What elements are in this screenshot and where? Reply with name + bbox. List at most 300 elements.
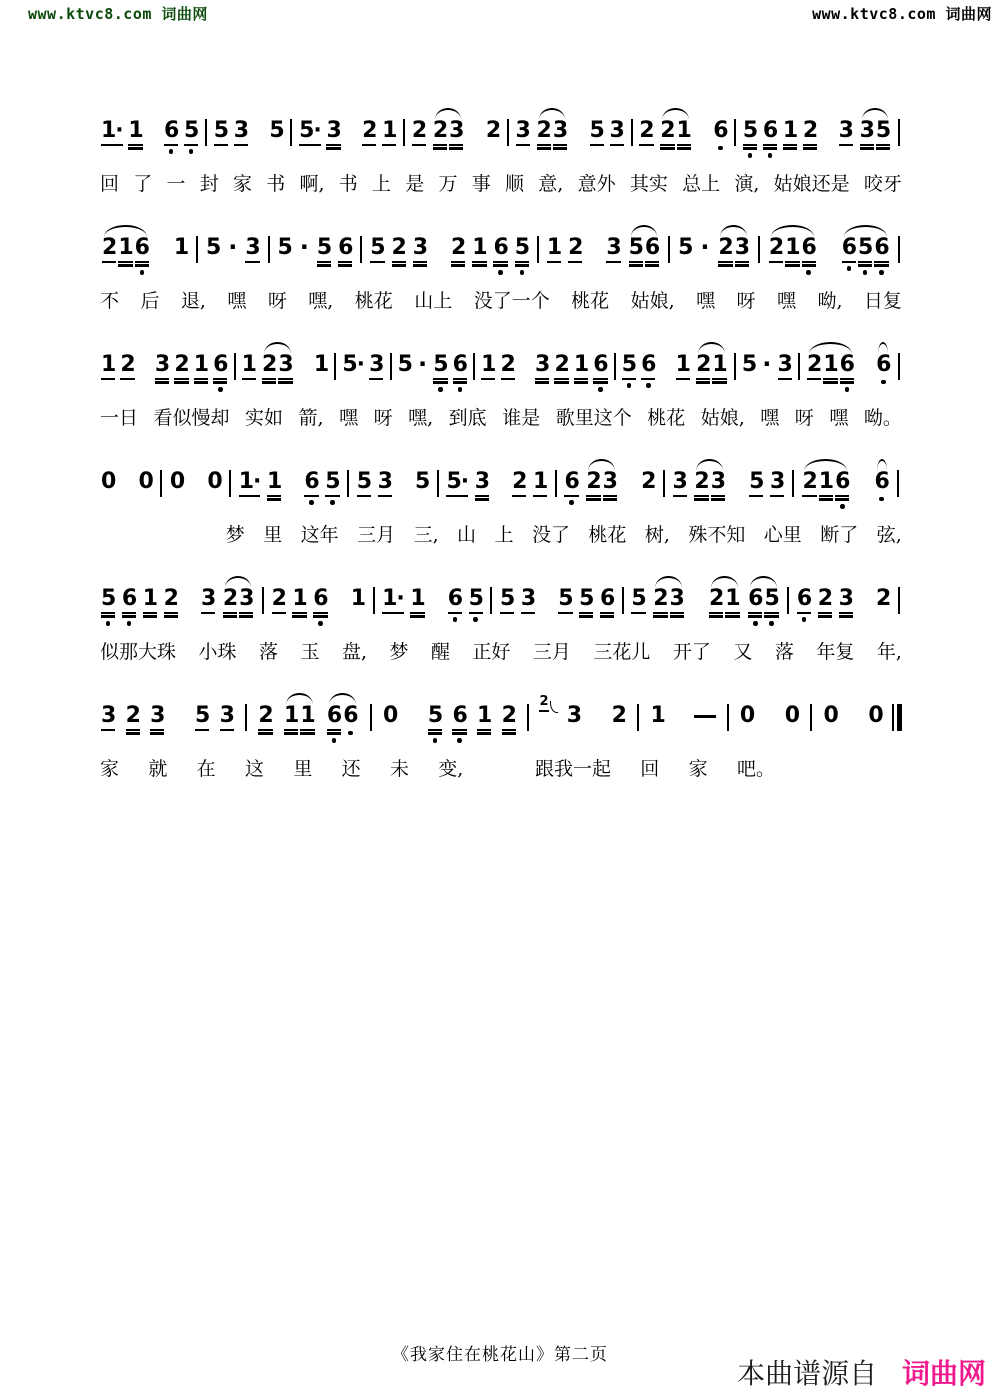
note — [807, 353, 821, 392]
beam-underline — [194, 378, 208, 380]
beam-underline — [267, 495, 281, 497]
score-line-2 — [100, 221, 902, 315]
beam-underline — [860, 147, 874, 149]
note — [128, 119, 142, 150]
note-number: 3 — [552, 118, 568, 143]
beam-underline — [711, 495, 725, 497]
rest-note — [868, 704, 882, 727]
note-number: 3 — [609, 118, 624, 143]
beam-underline — [606, 261, 620, 263]
note — [448, 587, 462, 622]
note-number: 6 — [452, 352, 467, 377]
lyric-syllable: 就 — [148, 758, 168, 780]
note — [876, 353, 890, 384]
note-number: 5· — [342, 352, 365, 377]
note — [574, 353, 588, 384]
note — [415, 470, 429, 493]
note — [500, 587, 514, 614]
low-octave-dot — [627, 383, 632, 388]
note — [641, 470, 655, 493]
note-number: 2 — [501, 703, 516, 728]
note-number: 5 — [370, 235, 385, 260]
note-number: 3 — [515, 118, 530, 143]
beam-underline — [118, 264, 132, 266]
beam-underline — [823, 378, 837, 380]
note — [327, 704, 341, 743]
note — [521, 587, 535, 614]
lyric-syllable: 嘿 — [760, 407, 780, 429]
note — [481, 353, 495, 380]
beam-underline — [553, 144, 567, 146]
note — [769, 236, 783, 275]
note — [155, 353, 169, 384]
beam-underline — [164, 612, 178, 614]
low-octave-dot — [438, 387, 443, 392]
beam-underline — [258, 732, 272, 734]
beam-underline — [839, 612, 853, 614]
beam-underline — [749, 495, 763, 497]
beam-underline — [118, 261, 132, 263]
barline — [370, 704, 372, 731]
lyric-syllable: 三, — [413, 524, 439, 546]
note-number: 5 — [858, 235, 873, 260]
beam-underline — [554, 378, 568, 380]
beam-underline — [502, 732, 516, 734]
note-number: 5 — [631, 586, 646, 611]
watermark-top-right[interactable]: www.ktvc8.com 词曲网 — [812, 5, 992, 23]
note-number: 6 — [326, 703, 342, 728]
note-number: 1 — [472, 235, 487, 260]
lyric-syllable: 落 — [774, 641, 794, 663]
note-number: 3 — [278, 352, 293, 377]
low-octave-dot — [520, 270, 525, 275]
note-number: 3 — [535, 352, 550, 377]
beam-underline — [631, 612, 645, 614]
note-number: 6 — [343, 703, 358, 728]
beam-underline — [313, 615, 327, 617]
note-number: 2 — [653, 586, 668, 611]
note — [676, 353, 690, 380]
beam-underline — [472, 264, 486, 266]
beam-underline — [493, 264, 507, 266]
beam-underline — [433, 378, 447, 380]
barline — [898, 119, 900, 146]
beam-underline — [645, 261, 659, 263]
note — [325, 470, 339, 505]
note-number: 3 — [710, 469, 726, 494]
beam-underline — [413, 264, 427, 266]
beam-underline — [313, 612, 327, 614]
beam-underline — [150, 729, 164, 731]
beam-underline — [338, 261, 352, 263]
beam-underline — [234, 144, 248, 146]
note-number: 1 — [142, 586, 158, 611]
beam-underline — [629, 261, 643, 263]
low-octave-dot — [169, 149, 174, 154]
low-octave-dot — [140, 270, 145, 275]
beam-underline — [712, 378, 726, 380]
beam-underline — [357, 495, 371, 497]
note — [778, 353, 792, 380]
beam-underline — [369, 378, 383, 380]
beam-underline — [593, 381, 607, 383]
note — [453, 353, 467, 392]
note-number: 1 — [313, 352, 329, 377]
rest-note — [383, 704, 397, 727]
note-number: 5 — [277, 235, 292, 260]
note-number: 3 — [219, 703, 234, 728]
note-number: 2 — [660, 118, 675, 143]
lyric-syllable: 弦, — [876, 524, 902, 546]
beam-underline — [475, 495, 489, 497]
beam-underline — [818, 615, 832, 617]
note — [135, 236, 149, 275]
lyric-syllable: 封 — [199, 173, 219, 195]
note — [677, 119, 691, 150]
lyric-syllable: 一日 — [100, 407, 139, 429]
low-octave-dot — [879, 497, 884, 502]
low-octave-dot — [598, 387, 603, 392]
lyric-syllable: 咬牙 — [863, 173, 902, 195]
grace-note-number: 2 — [539, 695, 548, 712]
low-octave-dot — [845, 387, 850, 392]
note-number: 3 — [449, 118, 464, 143]
beam-underline — [660, 147, 674, 149]
lyric-syllable: 嘿 — [339, 407, 359, 429]
lyric-syllable: 总上 — [682, 173, 721, 195]
note — [748, 587, 762, 626]
note-number: 2 — [641, 469, 656, 494]
beam-underline — [537, 144, 551, 146]
score-line-5 — [100, 572, 902, 666]
beam-underline — [428, 732, 442, 734]
note-number: 2 — [174, 352, 189, 377]
note — [694, 470, 708, 501]
note-number: 5 — [184, 118, 199, 143]
notes-row — [100, 338, 902, 403]
low-octave-dot — [768, 153, 773, 158]
beam-underline — [610, 144, 624, 146]
note — [558, 587, 572, 614]
half-note-dash — [694, 715, 716, 718]
beam-underline — [803, 147, 817, 149]
beam-underline — [477, 732, 491, 734]
low-octave-dot — [457, 738, 462, 743]
beam-underline — [452, 732, 466, 734]
beam-underline — [135, 264, 149, 266]
beam-underline — [535, 378, 549, 380]
beam-underline — [194, 381, 208, 383]
lyric-syllable: 谁是 — [502, 407, 541, 429]
tie-slur-group — [536, 119, 569, 150]
note — [449, 119, 463, 150]
note-number: 6 — [447, 586, 463, 611]
note-number: 0 — [823, 703, 838, 728]
note-number: 6 — [876, 352, 891, 377]
lyric-syllable: 退, — [180, 290, 206, 312]
note-number: 5 — [749, 469, 764, 494]
note-number: 3 — [777, 352, 792, 377]
beam-underline — [128, 144, 142, 146]
augmentation-dot: · — [418, 350, 428, 378]
note-number: 0 — [138, 469, 153, 494]
grace-slur — [550, 701, 558, 713]
note — [392, 236, 406, 267]
note — [195, 704, 209, 731]
beam-underline — [122, 615, 136, 617]
beam-underline — [709, 612, 723, 614]
note — [118, 236, 132, 275]
beam-underline — [327, 729, 341, 731]
beam-underline — [639, 144, 653, 146]
beam-underline — [653, 615, 667, 617]
note-number: 5 — [628, 235, 643, 260]
low-octave-dot — [646, 383, 651, 388]
lyrics-row — [100, 757, 902, 783]
beam-underline — [696, 381, 710, 383]
notes-row — [100, 572, 902, 637]
beam-underline — [533, 495, 547, 497]
barline — [727, 704, 729, 731]
note-number: 3 — [150, 703, 165, 728]
beam-underline — [325, 495, 339, 497]
beam-underline — [317, 264, 331, 266]
note-number: 3 — [606, 235, 621, 260]
footer-source-brand-link[interactable]: 词曲网 — [901, 1357, 986, 1390]
note-number: 1 — [118, 235, 133, 260]
note-number: 5 — [415, 469, 430, 494]
beam-underline — [143, 615, 157, 617]
notes-row — [100, 104, 902, 169]
beam-underline — [150, 732, 164, 734]
note-number: 1 — [676, 118, 691, 143]
rest-note — [785, 704, 799, 727]
lyric-syllable: 树, — [644, 524, 670, 546]
beam-underline — [586, 495, 600, 497]
beam-underline — [242, 378, 256, 380]
lyric-syllable: 意, — [538, 173, 564, 195]
note-number: 2 — [450, 235, 466, 260]
low-octave-dot — [753, 621, 758, 626]
note — [501, 353, 515, 380]
beam-underline — [475, 498, 489, 500]
note — [164, 119, 178, 154]
beam-underline — [245, 261, 259, 263]
beam-underline — [304, 495, 318, 497]
lyric-syllable: 歌里这个 — [555, 407, 632, 429]
beam-underline — [712, 381, 726, 383]
beam-underline — [239, 495, 261, 497]
beam-underline — [299, 144, 321, 146]
beam-underline — [670, 615, 684, 617]
note-number: 3 — [245, 235, 260, 260]
lyric-syllable: 桃花 — [647, 407, 686, 429]
tie-slur-group — [222, 587, 255, 618]
note — [606, 236, 620, 263]
barline — [810, 704, 812, 731]
note-number: 6 — [452, 703, 467, 728]
note — [610, 119, 624, 146]
note — [709, 587, 723, 618]
low-octave-dot — [748, 153, 753, 158]
lyric-syllable: 吧。 — [736, 758, 775, 780]
beam-underline — [262, 378, 276, 380]
barline — [758, 236, 760, 263]
note — [802, 470, 816, 509]
note-number: 1 — [712, 352, 727, 377]
low-octave-dot — [473, 617, 478, 622]
lyric-syllable: 嘿 — [696, 290, 716, 312]
note-number: 6 — [713, 118, 728, 143]
note-number: 5 — [499, 586, 515, 611]
beam-underline — [449, 147, 463, 149]
note-number: 5 — [269, 118, 284, 143]
barline — [668, 236, 670, 263]
beam-underline — [840, 381, 854, 383]
tie-slur-group — [628, 236, 661, 267]
note-number: 1· — [382, 586, 404, 611]
note — [214, 119, 228, 146]
barline — [787, 587, 789, 614]
lyrics-row — [100, 406, 902, 432]
low-octave-dot — [458, 387, 463, 392]
beam-underline — [718, 261, 732, 263]
note-number: 1 — [546, 235, 562, 260]
low-octave-dot — [847, 266, 852, 271]
note-number: 1 — [128, 118, 143, 143]
beam-underline — [802, 261, 816, 263]
beam-underline — [477, 729, 491, 731]
note-number: 5 — [579, 586, 594, 611]
beam-underline — [579, 615, 593, 617]
beam-underline — [155, 378, 169, 380]
beam-underline — [410, 615, 424, 617]
beam-underline — [412, 144, 426, 146]
note-number: 2 — [271, 586, 286, 611]
score-notation-area — [100, 104, 902, 806]
lyric-syllable: 到底 — [448, 407, 487, 429]
tie-slur-group — [283, 704, 316, 735]
beam-underline — [300, 732, 314, 734]
note — [639, 119, 653, 146]
beam-underline — [802, 264, 816, 266]
note-number: 1 — [292, 586, 307, 611]
note-number: 2 — [432, 118, 448, 143]
tie-slur-group — [801, 470, 850, 509]
barline — [898, 587, 900, 614]
note-number: 2 — [802, 118, 818, 143]
lyric-syllable: 里 — [263, 524, 283, 546]
note — [433, 119, 447, 150]
note — [743, 119, 757, 158]
note — [553, 119, 567, 150]
note — [378, 470, 392, 497]
watermark-top-left[interactable]: www.ktvc8.com 词曲网 — [28, 5, 208, 23]
lyric-syllable: 上 — [372, 173, 392, 195]
note-number: 6 — [874, 235, 889, 260]
beam-underline — [516, 144, 530, 146]
beam-underline — [725, 612, 739, 614]
tie-slur-group — [708, 587, 741, 618]
lyric-syllable: 盘, — [341, 641, 367, 663]
beam-underline — [433, 381, 447, 383]
beam-underline — [433, 144, 447, 146]
beam-underline — [860, 144, 874, 146]
barline — [437, 470, 439, 497]
barline — [360, 236, 362, 263]
tie-slur-group — [652, 587, 685, 618]
note-number: 1 — [300, 703, 315, 728]
note-number: 1 — [573, 352, 589, 377]
beam-underline — [769, 261, 783, 263]
note-number: 2 — [411, 118, 427, 143]
note-number: 5 — [213, 118, 229, 143]
low-octave-dot — [879, 270, 884, 275]
low-octave-dot — [718, 146, 723, 151]
note-number: 5 — [764, 586, 779, 611]
note — [516, 119, 530, 146]
low-octave-dot — [881, 380, 886, 385]
beam-underline — [645, 264, 659, 266]
note-number: 6 — [593, 352, 608, 377]
lyric-syllable: 家 — [233, 173, 253, 195]
beam-underline — [448, 612, 462, 614]
beam-underline — [120, 378, 134, 380]
note-number: 6 — [338, 235, 353, 260]
beam-underline — [101, 144, 123, 146]
note — [433, 353, 447, 392]
lyric-syllable: 事 — [471, 173, 491, 195]
barline — [403, 119, 405, 146]
score-line-3 — [100, 338, 902, 432]
augmentation-dot: · — [228, 233, 238, 261]
note-number: 5 — [678, 235, 693, 260]
note — [314, 353, 328, 376]
beam-underline — [874, 264, 888, 266]
beam-underline — [472, 261, 486, 263]
note — [267, 470, 281, 501]
tie-slur-group — [841, 236, 890, 275]
note-number: 3 — [770, 469, 785, 494]
barline — [268, 236, 270, 263]
barline — [897, 470, 899, 497]
note-number: 6 — [304, 469, 319, 494]
lyric-syllable: 嘿 — [829, 407, 849, 429]
lyric-syllable: 断了 — [820, 524, 859, 546]
beam-underline — [785, 261, 799, 263]
beam-underline — [262, 381, 276, 383]
beam-underline — [278, 381, 292, 383]
note-number: 2 — [817, 586, 833, 611]
notes-row — [100, 689, 902, 754]
note-number: 6 — [313, 586, 328, 611]
lyric-syllable: 里 — [293, 758, 313, 780]
rest-note — [207, 470, 221, 493]
lyric-syllable: 三花儿 — [593, 641, 651, 663]
beam-underline — [718, 264, 732, 266]
rest-note — [138, 470, 152, 493]
barline — [614, 353, 616, 380]
lyric-syllable: 在 — [196, 758, 216, 780]
lyric-syllable: 玉 — [300, 641, 320, 663]
lyric-syllable: 嘿, — [408, 407, 434, 429]
lyric-syllable: 呀 — [736, 290, 756, 312]
note-number: 1 — [101, 352, 116, 377]
note-number: 0 — [739, 703, 755, 728]
lyrics-row — [100, 640, 902, 666]
note-number: 5 — [433, 352, 448, 377]
barline — [631, 119, 633, 146]
